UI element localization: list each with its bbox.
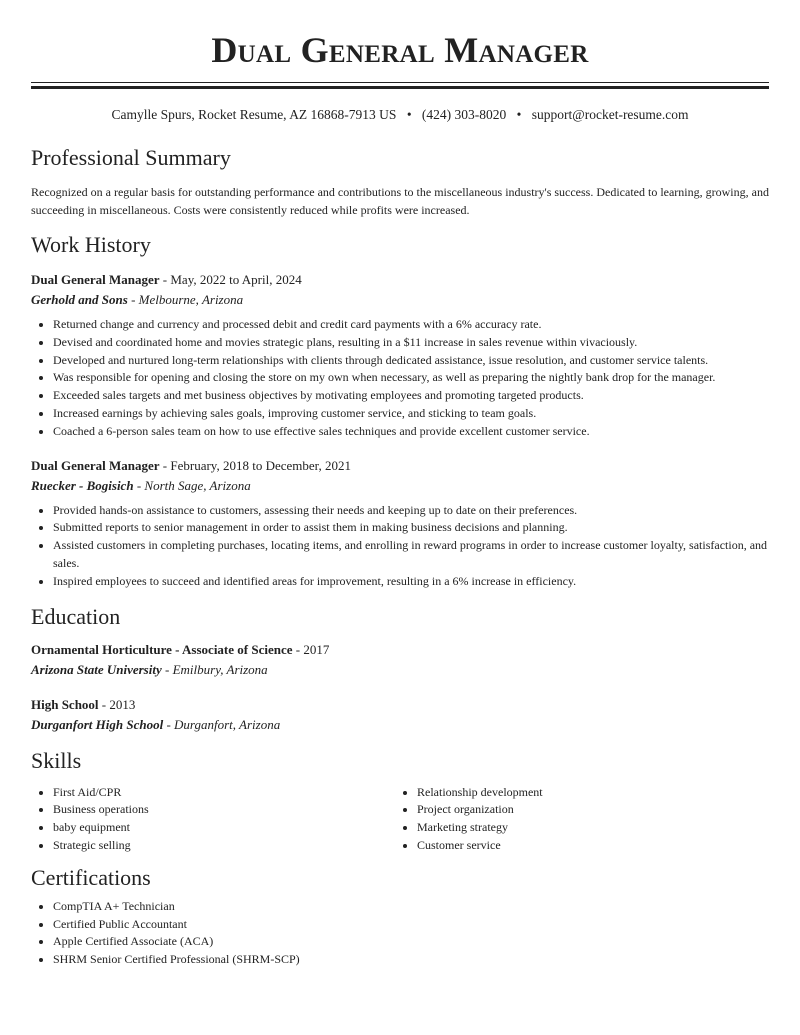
education-degree: High School [31, 696, 99, 712]
education-year: - 2013 [98, 696, 136, 712]
resume-name: Dual General Manager [211, 30, 589, 70]
section-title-certifications: Certifications [31, 864, 151, 890]
skill-item: • Relationship development [417, 784, 759, 802]
job-bullet: • Increased earnings by achieving sales goals, improving customer service, and sticking to team goals. [53, 405, 769, 423]
job-bullet: • Coached a 6-person sales team on how to use effective sales techniques and provide excellent customer service. [53, 423, 769, 441]
contact-separator: • [406, 107, 412, 122]
job-entry [31, 456, 769, 591]
section-title-summary: Professional Summary [31, 145, 231, 170]
skill-item: • baby equipment [53, 819, 395, 837]
education-entry [31, 640, 769, 680]
education-location: - Emilbury, Arizona [161, 661, 268, 677]
header-divider-thick [31, 86, 769, 89]
job-location: - Melbourne, Arizona [127, 292, 244, 307]
education-degree: Ornamental Horticulture - Associate of Science [31, 641, 293, 657]
job-location: - North Sage, Arizona [133, 477, 251, 493]
job-title-line [31, 270, 769, 290]
job-company-line [31, 290, 769, 310]
job-role: Dual General Manager [31, 457, 160, 473]
education-school-line [31, 715, 769, 735]
section-title-education: Education [31, 603, 121, 629]
skills-list-left [31, 784, 395, 855]
job-bullet: • Assisted customers in completing purchases, locating items, and enrolling in reward programs in order to increase customer loyalty, satisfaction, and sales. [53, 537, 769, 573]
education-school-line [31, 660, 769, 680]
job-entry [31, 270, 769, 441]
certification-item: • Certified Public Accountant [53, 916, 769, 934]
skills-columns [31, 784, 769, 855]
summary-text: Recognized on a regular basis for outstanding performance and contributions to the miscellaneous industry's success. Dedicated to learning, growing, and succeeding in miscellaneous. Costs were consistently reduced while profits were increased. [31, 185, 769, 217]
education-entry [31, 695, 769, 735]
job-company: Ruecker - Bogisich [31, 477, 134, 493]
header-divider-thin [31, 82, 769, 83]
section-title-skills: Skills [31, 747, 82, 773]
education-degree-line [31, 640, 769, 660]
contact-line [31, 106, 769, 124]
contact-phone: (424) 303-8020 [421, 107, 507, 122]
contact-email: support@rocket-resume.com [531, 107, 689, 122]
skill-item: • Project organization [417, 801, 759, 819]
contact-address: Camylle Spurs, Rocket Resume, AZ 16868-7913 US [111, 107, 397, 122]
skill-item: • First Aid/CPR [53, 784, 395, 802]
skill-item: • Marketing strategy [417, 819, 759, 837]
job-bullet: • Exceeded sales targets and met business objectives by motivating employees and promoting targeted products. [53, 387, 769, 405]
job-bullet: • Was responsible for opening and closing the store on my own when necessary, as well as preparing the nightly bank drop for the manager. [53, 369, 769, 387]
skill-item: • Customer service [417, 837, 759, 855]
job-company-line [31, 476, 769, 496]
job-title-line [31, 456, 769, 476]
certifications-list [31, 898, 769, 969]
certification-item: • Apple Certified Associate (ACA) [53, 933, 769, 951]
education-school: Arizona State University [31, 661, 162, 677]
skill-item: • Business operations [53, 801, 395, 819]
job-bullet: • Inspired employees to succeed and identified areas for improvement, resulting in a 6% increase in efficiency. [53, 573, 769, 591]
contact-separator: • [516, 107, 522, 122]
education-degree-line [31, 695, 769, 715]
job-bullet-list [31, 502, 769, 591]
skills-list-right [395, 784, 759, 855]
education-year: - 2017 [292, 641, 330, 657]
job-dates: - February, 2018 to December, 2021 [159, 457, 351, 473]
job-bullet: • Returned change and currency and processed debit and credit card payments with a 6% accuracy rate. [53, 316, 769, 334]
job-bullet: • Devised and coordinated home and movies strategic plans, resulting in a $11 increase in sales revenue within vivaciously. [53, 334, 769, 352]
section-title-work-history: Work History [31, 232, 151, 257]
skill-item: • Strategic selling [53, 837, 395, 855]
job-role: Dual General Manager [31, 272, 160, 287]
education-school: Durganfort High School [31, 716, 164, 732]
job-dates: - May, 2022 to April, 2024 [159, 272, 302, 287]
certification-item: • SHRM Senior Certified Professional (SHRM-SCP) [53, 951, 769, 969]
job-company: Gerhold and Sons [31, 292, 128, 307]
education-location: - Durganfort, Arizona [163, 716, 281, 732]
certification-item: • CompTIA A+ Technician [53, 898, 769, 916]
job-bullet-list [31, 316, 769, 441]
job-bullet: • Provided hands-on assistance to customers, assessing their needs and keeping up to date on their preferences. [53, 502, 769, 520]
job-bullet: • Submitted reports to senior management in order to assist them in making business decisions and planning. [53, 519, 769, 537]
job-bullet: • Developed and nurtured long-term relationships with clients through dedicated assistance, issue resolution, and customer service talents. [53, 352, 769, 370]
